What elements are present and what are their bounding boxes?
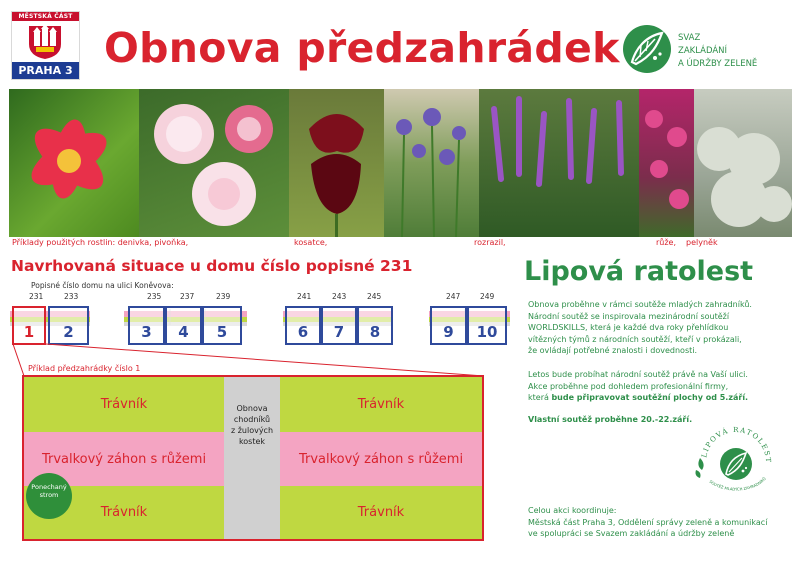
plant-examples-prefix: Příklady použitých rostlin: denivka, pivoňka,: [12, 238, 189, 247]
plot-number: 4: [178, 323, 189, 341]
plot-number: 6: [297, 323, 309, 341]
praha3-crest-icon: [28, 24, 62, 60]
org-name: [678, 32, 757, 71]
tree-label-line: strom: [39, 491, 59, 499]
plant-example-item: rozrazil,: [474, 238, 506, 247]
house-number: 239: [216, 292, 231, 301]
competition-date-text: Vlastní soutěž proběhne 20.-22.září.: [528, 415, 693, 424]
logo-arc-text: LIPOVÁ RATOLEST: [700, 425, 773, 464]
house-numbers-row: [18, 292, 518, 302]
lipova-ratolest-logo-icon: [690, 418, 780, 494]
detail-plan-label: Příklad předzahrádky číslo 1: [28, 364, 141, 373]
iris-dark-photo: [289, 89, 384, 237]
flower-bed-label: Trvalkový záhon s růžemi: [298, 451, 464, 467]
plot-number: 5: [216, 323, 228, 341]
flower-bed-label: Trvalkový záhon s růžemi: [41, 451, 207, 467]
tree-label: [26, 483, 72, 499]
path-label: [224, 403, 280, 447]
section-title: Navrhovaná situace u domu číslo popisné 231: [11, 257, 413, 275]
wormwood-photo: [694, 89, 792, 237]
house-number: 243: [332, 292, 347, 301]
page-title: Obnova předzahrádek: [104, 24, 620, 72]
paragraph-line: Obnova proběhne v rámci soutěže mladých zahradníků.: [528, 300, 752, 309]
plot-number: 9: [443, 323, 454, 341]
plant-examples-caption: [12, 238, 792, 250]
org-name-line: A ÚDRŽBY ZELENĚ: [678, 59, 758, 69]
paragraph-line: Městská část Praha 3, Oddělení správy zeleně a komunikací: [528, 517, 768, 527]
house-number: 245: [367, 292, 382, 301]
paragraph-line: WORLDSKILLS, která je každé dva roky přehlídkou: [528, 323, 729, 332]
paragraph-line: [528, 392, 790, 404]
tree-label-line: Ponechaný: [31, 483, 67, 491]
paragraph-line: Letos bude probíhat národní soutěž právě na Vaší ulici.: [528, 370, 748, 379]
org-name-line: SVAZ: [678, 33, 701, 43]
house-number: 241: [297, 292, 312, 301]
path-label-line: z žulových: [230, 426, 274, 435]
paragraph-line: vítězných týmů z národních soutěží, kteří v prokázali,: [528, 334, 742, 344]
lawn-label: Trávník: [100, 505, 148, 520]
paragraph-text: která: [528, 393, 552, 402]
path-label-line: Obnova: [236, 404, 268, 413]
lawn-label: Trávník: [357, 397, 405, 412]
plot-number: 8: [369, 323, 381, 341]
rose-photo: [639, 89, 694, 237]
praha3-logo-top-text: MĚSTSKÁ ČÁST: [12, 12, 79, 21]
lawn-label: Trávník: [100, 397, 148, 412]
lawn-area: [280, 486, 482, 539]
lawn-label: Trávník: [357, 505, 405, 520]
detail-connector-lines: [0, 340, 500, 380]
praha3-logo-bottom-text: PRAHA 3: [12, 62, 79, 79]
paragraph-bold-text: bude připravovat soutěžní plochy od 5.září.: [551, 393, 749, 402]
cobblestone-path: [224, 377, 280, 539]
competition-title: Lipová ratolest: [524, 256, 754, 287]
szuz-leaf-logo-icon: [622, 24, 672, 74]
house-number: 237: [180, 292, 195, 301]
house-number: 233: [64, 292, 79, 301]
street-plan: [10, 303, 510, 345]
paragraph-line: že ovládají potřebné znalosti i dovednosti.: [528, 346, 698, 355]
praha3-logo: [11, 11, 80, 80]
org-name-line: ZAKLÁDÁNÍ: [678, 46, 728, 56]
existing-tree: [26, 473, 72, 519]
iris-purple-photo: [384, 89, 479, 237]
path-label-line: kostek: [238, 437, 266, 446]
plot-number: 10: [476, 323, 498, 341]
plot-number: 1: [23, 323, 35, 341]
lawn-area: [280, 377, 482, 432]
plant-example-item: růže,: [656, 238, 677, 247]
house-number: 247: [446, 292, 461, 301]
plot-number: 7: [333, 323, 345, 341]
plant-example-item: pelyněk: [686, 238, 718, 247]
paragraph-line: ve spolupráci se Svazem zakládání a údržby zeleně: [528, 529, 735, 538]
paragraph-line: Celou akci koordinuje:: [528, 506, 617, 515]
coordinator-note: [528, 505, 790, 540]
flower-bed-area: [280, 432, 482, 486]
house-number: 235: [147, 292, 162, 301]
logo-bottom-text: SOUTĚŽ MLADÝCH ZAHRADNÍKŮ: [708, 476, 767, 492]
path-label-line: chodníků: [233, 415, 271, 424]
house-number-caption: Popisné číslo domu na ulici Koněvova:: [31, 281, 174, 290]
paragraph-line: Národní soutěž se inspirovala mezinárodní soutěží: [528, 311, 730, 321]
house-number: 249: [480, 292, 495, 301]
plant-photo-strip: [9, 89, 792, 237]
paragraph-line: Akce proběhne pod dohledem profesionální firmy,: [528, 381, 729, 391]
schedule-paragraph: [528, 369, 790, 404]
house-number: 231: [29, 292, 44, 301]
daylily-photo: [9, 89, 139, 237]
peony-photo: [139, 89, 289, 237]
intro-paragraph: [528, 299, 790, 357]
speedwell-photo: [479, 89, 639, 237]
plot-number: 3: [141, 323, 152, 341]
plot-number: 2: [63, 323, 74, 341]
garden-detail-plan: [22, 375, 484, 541]
plant-example-item: kosatce,: [294, 238, 328, 247]
lawn-area: [24, 377, 224, 432]
